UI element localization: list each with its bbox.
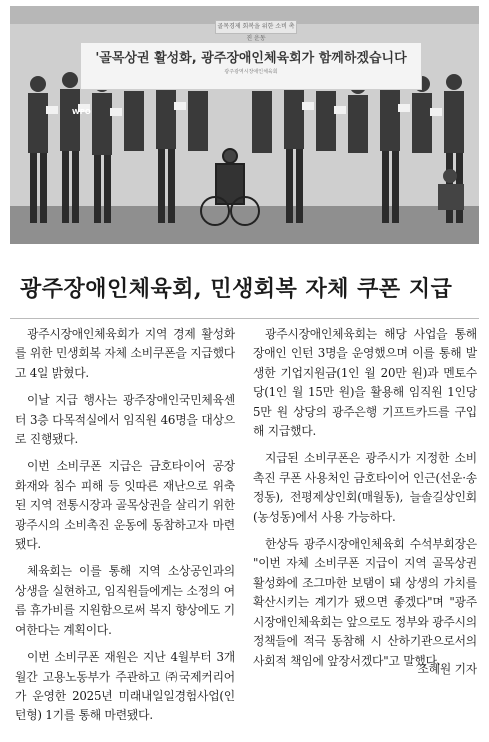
event-banner (80, 42, 422, 90)
paragraph: 한상득 광주시장애인체육회 수석부회장은 "이번 자체 소비쿠폰 지급이 지역 골목상권 활성화에 조그마한 보탬이 돼 상생의 가치를 확산시키는 계기가 됐으면 좋겠다"며 "광주시장애인체육회는 앞으로도 정부와 광주시의 정책들에 적극 동참해 시 산하기관으로서의 사회적 책임에 앞장서겠다"고 말했다. (253, 537, 477, 668)
photo-tag: 골목경제 회복을 위한 소비 촉진 운동 (215, 20, 297, 34)
article-photo (10, 6, 479, 244)
headline-divider (10, 318, 479, 319)
paragraph: 체육회는 이를 통해 지역 소상공인과의 상생을 실현하고, 임직원들에게는 소정의 여름 휴가비를 지원함으로써 복지 향상에도 기여한다는 계획이다. (15, 564, 235, 637)
banner-main: '골목상권 활성화, 광주장애인체육회가 함께하겠습니다 (95, 51, 407, 66)
paragraph: 지급된 소비쿠폰은 광주시가 지정한 소비촉진 쿠폰 사용처인 금호타이어 인근(선운·송정동), 전평제상인회(매월동), 늘솔길상인회(농성동)에서 사용 가능하다. (253, 451, 477, 524)
paragraph: 이번 소비쿠폰 재원은 지난 4월부터 3개월간 고용노동부가 주관하고 ㈜국제커리어가 운영한 2025년 미래내일일경험사업(인턴형) 1기를 통해 마련됐다. (15, 650, 235, 723)
article-column-left (15, 325, 235, 734)
paragraph: 광주시장애인체육회가 지역 경제 활성화를 위한 민생회복 자체 소비쿠폰을 지급했다고 4일 밝혔다. (15, 327, 235, 380)
paragraph: 이날 지급 행사는 광주장애인국민체육센터 3층 다목적실에서 임직원 46명을 대상으로 진행됐다. (15, 393, 235, 447)
banner-org: 광주광역시장애인체육회 (224, 69, 278, 75)
shirt-text: WPO (72, 108, 91, 116)
article-column-right (253, 325, 477, 679)
article-headline: 광주장애인체육회, 민생회복 자체 쿠폰 지급 (20, 276, 453, 302)
byline: 조혜원 기자 (417, 661, 477, 676)
paragraph: 광주시장애인체육회는 해당 사업을 통해 장애인 인턴 3명을 운영했으며 이를 통해 발생한 기업지원금(1인 월 20만 원)과 멘토수당(1인 월 15만 원)을 활용해 임직원 1인당 5만 원 상당의 광주은행 기프트카드를 구입해 지급했다. (253, 327, 477, 439)
paragraph: 이번 소비쿠폰 지급은 금호타이어 공장 화재와 침수 피해 등 잇따른 재난으로 위축된 지역 전통시장과 골목상권을 살리기 위한 광주시의 소비촉진 운동에 동참하고자 마련됐다. (15, 459, 235, 552)
